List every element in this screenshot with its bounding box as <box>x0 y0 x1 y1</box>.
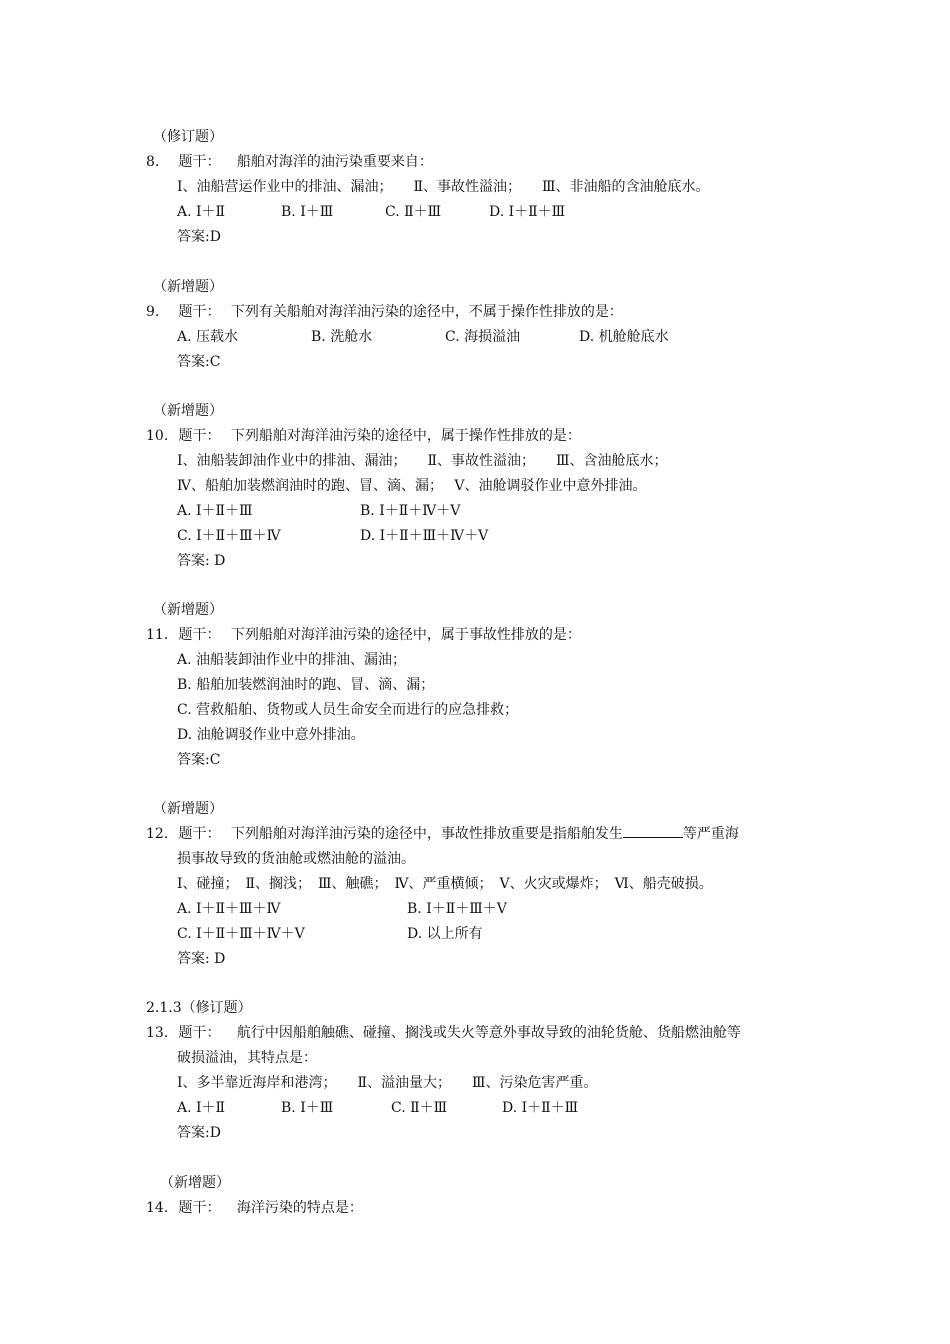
option-a: A. Ⅰ＋Ⅱ <box>177 204 226 220</box>
question-number: 13. <box>146 1025 169 1041</box>
question-items: Ⅰ、碰撞； Ⅱ、搁浅； Ⅲ、触礁； Ⅳ、严重横倾； Ⅴ、火灾或爆炸； Ⅵ、船壳破损。 <box>177 876 713 892</box>
stem-label: 题干： <box>178 304 221 320</box>
option-d: D. 油舱调驳作业中意外排油。 <box>177 727 365 743</box>
option-d: D. Ⅰ＋Ⅱ＋Ⅲ＋Ⅳ＋Ⅴ <box>360 528 489 544</box>
question-number: 9. <box>146 304 160 320</box>
option-c: C. 营救船舶、货物或人员生命安全而进行的应急排救； <box>177 702 519 718</box>
option-b: B. Ⅰ＋Ⅱ＋Ⅲ＋Ⅴ <box>407 901 507 917</box>
stem-text: 航行中因船舶触礁、碰撞、搁浅或失火等意外事故导致的油轮货舱、货船燃油舱等 <box>236 1025 741 1041</box>
stem-continuation: 破损溢油，其特点是： <box>177 1050 317 1066</box>
question-stem <box>146 1021 741 1046</box>
question-number: 11. <box>146 627 169 643</box>
question-tag: （新增题） <box>153 602 223 618</box>
answer-line: 答案: D <box>177 553 226 569</box>
question-number: 12. <box>146 826 169 842</box>
answer-line: 答案: D <box>177 951 226 967</box>
stem-text: 海洋污染的特点是： <box>236 1200 363 1216</box>
option-c: C. Ⅱ＋Ⅲ <box>385 204 442 220</box>
question-stem <box>146 822 739 847</box>
stem-label: 题干： <box>178 1200 221 1216</box>
stem-label: 题干： <box>178 826 221 842</box>
question-items: Ⅰ、油船装卸油作业中的排油、漏油； Ⅱ、事故性溢油； Ⅲ、含油舱底水； <box>177 453 668 469</box>
option-b: B. 洗舱水 <box>311 329 373 345</box>
question-tag: 2.1.3（修订题） <box>146 1000 252 1016</box>
option-b: B. Ⅰ＋Ⅲ <box>281 1100 334 1116</box>
question-stem <box>146 300 623 325</box>
question-tag: （新增题） <box>153 801 223 817</box>
option-d: D. Ⅰ＋Ⅱ＋Ⅲ <box>489 204 566 220</box>
option-a: A. Ⅰ＋Ⅱ <box>177 1100 226 1116</box>
stem-text: 下列船舶对海洋油污染的途径中，属于操作性排放的是： <box>230 428 581 444</box>
question-tag: （新增题） <box>153 279 223 295</box>
stem-text: 下列船舶对海洋油污染的途径中，事故性排放重要是指船舶发生 <box>230 826 623 842</box>
question-items: Ⅳ、船舶加装燃润油时的跑、冒、滴、漏； Ⅴ、油舱调驳作业中意外排油。 <box>177 478 647 494</box>
option-a: A. Ⅰ＋Ⅱ＋Ⅲ <box>177 503 253 519</box>
question-tag: （新增题） <box>153 403 223 419</box>
stem-text: 下列有关船舶对海洋油污染的途径中，不属于操作性排放的是： <box>230 304 623 320</box>
question-items: Ⅰ、油船营运作业中的排油、漏油； Ⅱ、事故性溢油； Ⅲ、非油船的含油舱底水。 <box>177 179 710 195</box>
stem-label: 题干： <box>178 428 221 444</box>
stem-label: 题干： <box>178 154 221 170</box>
stem-label: 题干： <box>178 627 221 643</box>
answer-line: 答案:C <box>177 752 221 768</box>
question-number: 14. <box>146 1200 169 1216</box>
question-number: 8. <box>146 154 160 170</box>
option-d: D. 机舱舱底水 <box>579 329 669 345</box>
option-c: C. 海损溢油 <box>445 329 521 345</box>
answer-line: 答案:C <box>177 354 221 370</box>
stem-continuation: 损事故导致的货油舱或燃油舱的溢油。 <box>177 851 415 867</box>
option-d: D. 以上所有 <box>407 926 483 942</box>
question-items: Ⅰ、多半靠近海岸和港湾； Ⅱ、溢油量大； Ⅲ、污染危害严重。 <box>177 1075 598 1091</box>
question-stem <box>146 424 581 449</box>
answer-line: 答案:D <box>177 1125 221 1141</box>
option-c: C. Ⅱ＋Ⅲ <box>391 1100 448 1116</box>
option-c: C. Ⅰ＋Ⅱ＋Ⅲ＋Ⅳ <box>177 528 281 544</box>
option-a: A. Ⅰ＋Ⅱ＋Ⅲ＋Ⅳ <box>177 901 281 917</box>
answer-line: 答案:D <box>177 229 221 245</box>
option-a: A. 油船装卸油作业中的排油、漏油； <box>177 652 407 668</box>
option-a: A. 压载水 <box>177 329 239 345</box>
question-stem <box>146 1196 363 1221</box>
option-d: D. Ⅰ＋Ⅱ＋Ⅲ <box>502 1100 579 1116</box>
question-stem <box>146 623 581 648</box>
stem-label: 题干： <box>178 1025 221 1041</box>
option-b: B. Ⅰ＋Ⅲ <box>281 204 334 220</box>
stem-text-end: 等严重海 <box>682 826 739 842</box>
question-number: 10. <box>146 428 169 444</box>
question-tag: （修订题） <box>153 129 223 145</box>
stem-text: 船舶对海洋的油污染重要来自： <box>236 154 433 170</box>
stem-text: 下列船舶对海洋油污染的途径中，属于事故性排放的是： <box>230 627 581 643</box>
fill-blank <box>623 823 683 838</box>
question-tag: （新增题） <box>160 1175 230 1191</box>
option-b: B. Ⅰ＋Ⅱ＋Ⅳ＋Ⅴ <box>360 503 461 519</box>
question-stem <box>146 150 433 175</box>
option-b: B. 船舶加装燃润油时的跑、冒、滴、漏； <box>177 677 435 693</box>
option-c: C. Ⅰ＋Ⅱ＋Ⅲ＋Ⅳ＋Ⅴ <box>177 926 305 942</box>
